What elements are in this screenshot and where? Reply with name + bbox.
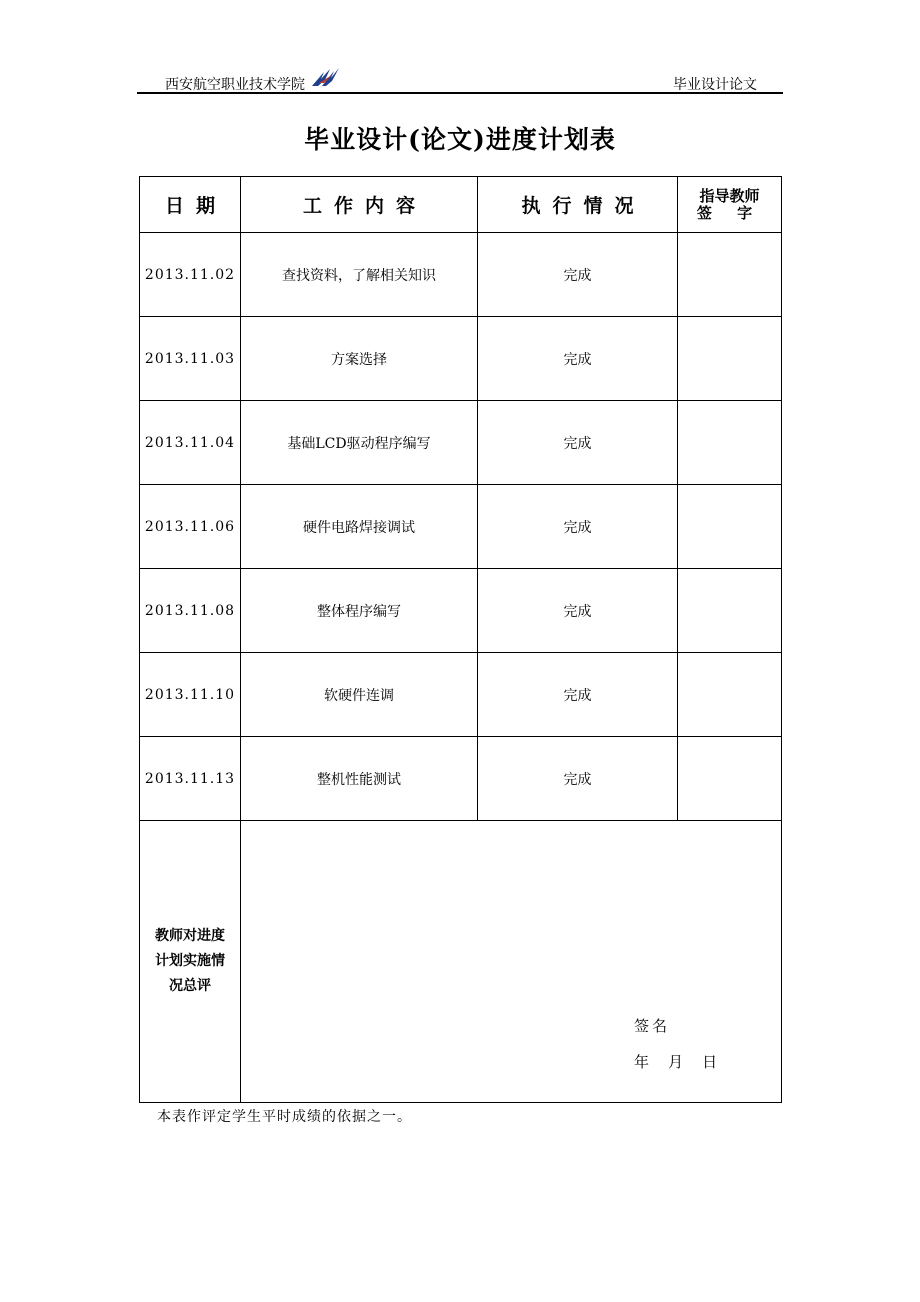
- school-name: 西安航空职业技术学院: [165, 77, 305, 93]
- table-row: [140, 485, 782, 569]
- row-teacher-sign[interactable]: [678, 485, 782, 569]
- row-date: 2013.11.02: [140, 233, 241, 317]
- summary-label-line2: 计划实施情: [155, 953, 225, 969]
- header-date: 日期: [140, 177, 241, 233]
- row-content: 硬件电路焊接调试: [241, 485, 478, 569]
- row-date: 2013.11.06: [140, 485, 241, 569]
- header-teacher-sign: [678, 177, 782, 233]
- row-status: 完成: [478, 737, 678, 821]
- page-header: [137, 64, 783, 94]
- row-content: 查找资料，了解相关知识: [241, 233, 478, 317]
- table-row: [140, 233, 782, 317]
- row-content: 基础LCD驱动程序编写: [241, 401, 478, 485]
- row-date: 2013.11.10: [140, 653, 241, 737]
- row-status: 完成: [478, 653, 678, 737]
- row-content: 方案选择: [241, 317, 478, 401]
- row-content: 整体程序编写: [241, 569, 478, 653]
- summary-row: [140, 821, 782, 1103]
- table-row: [140, 401, 782, 485]
- row-teacher-sign[interactable]: [678, 653, 782, 737]
- row-teacher-sign[interactable]: [678, 317, 782, 401]
- school-logo-icon: [310, 66, 340, 88]
- row-content: 软硬件连调: [241, 653, 478, 737]
- row-status: 完成: [478, 317, 678, 401]
- summary-label: [140, 821, 241, 1103]
- footnote: 本表作评定学生平时成绩的依据之一。: [157, 1109, 412, 1125]
- row-status: 完成: [478, 233, 678, 317]
- summary-label-line3: 况总评: [169, 978, 211, 994]
- row-status: 完成: [478, 485, 678, 569]
- page-title: 毕业设计(论文)进度计划表: [304, 125, 616, 154]
- row-date: 2013.11.13: [140, 737, 241, 821]
- progress-plan-table: [139, 176, 782, 1103]
- row-teacher-sign[interactable]: [678, 233, 782, 317]
- summary-comment-area[interactable]: [241, 821, 782, 1103]
- header-sign-line1: 指导教师: [699, 186, 760, 205]
- table-row: [140, 317, 782, 401]
- table-row: [140, 569, 782, 653]
- header-doc-type: 毕业设计论文: [673, 77, 757, 93]
- table-header-row: [140, 177, 782, 233]
- row-status: 完成: [478, 569, 678, 653]
- row-content: 整机性能测试: [241, 737, 478, 821]
- signature-label: 签名: [634, 1017, 671, 1035]
- table-row: [140, 653, 782, 737]
- header-status: 执行情况: [478, 177, 678, 233]
- row-date: 2013.11.04: [140, 401, 241, 485]
- signature-date: 年 月 日: [634, 1053, 718, 1071]
- row-status: 完成: [478, 401, 678, 485]
- table-row: [140, 737, 782, 821]
- row-date: 2013.11.03: [140, 317, 241, 401]
- row-teacher-sign[interactable]: [678, 569, 782, 653]
- header-content: 工作内容: [241, 177, 478, 233]
- header-sign-line2: 签 字: [696, 203, 763, 222]
- row-teacher-sign[interactable]: [678, 401, 782, 485]
- row-date: 2013.11.08: [140, 569, 241, 653]
- row-teacher-sign[interactable]: [678, 737, 782, 821]
- summary-label-line1: 教师对进度: [155, 928, 225, 944]
